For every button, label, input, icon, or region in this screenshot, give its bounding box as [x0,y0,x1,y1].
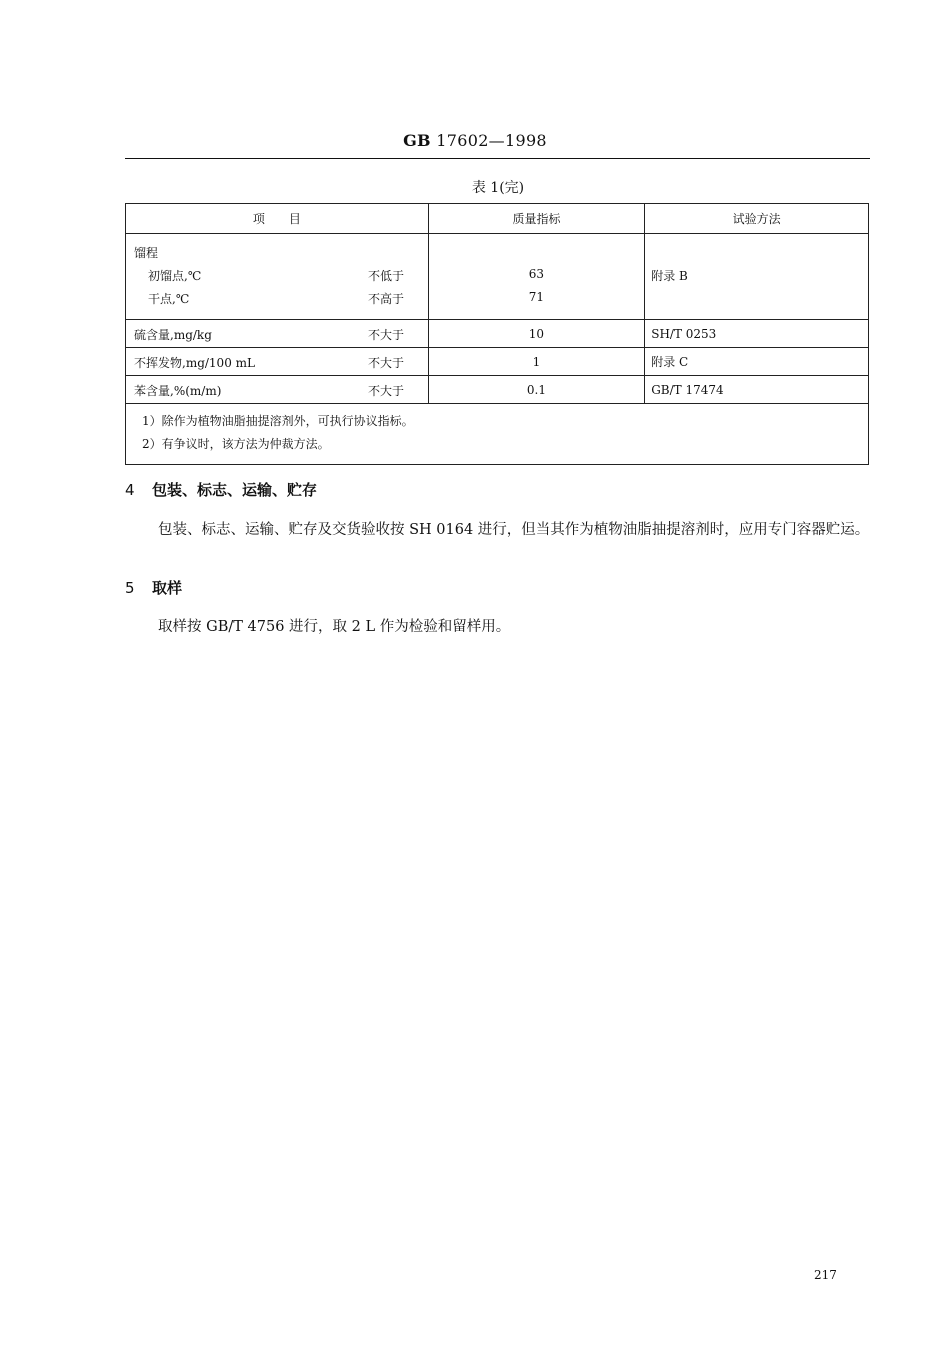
column-header-quality: 质量指标 [428,204,645,234]
benzene-name: 苯含量,%(m/m) [134,384,222,398]
sulfur-method: SH/T 0253 [645,320,869,348]
column-header-method: 试验方法 [645,204,869,234]
standard-code-number: 17602—1998 [436,131,547,150]
page-number: 217 [814,1268,837,1282]
sulfur-name: 硫含量,mg/kg [134,328,212,342]
table-note-2: 2）有争议时，该方法为仲裁方法。 [142,437,330,451]
nonvolatile-condition: 不大于 [368,356,405,370]
table-row-benzene [126,376,869,404]
table-row-sulfur [126,320,869,348]
nonvolatile-value: 1 [428,348,645,376]
benzene-condition: 不大于 [368,384,405,398]
spec-table [125,203,869,465]
fbp-name: 干点,℃ [148,292,190,306]
section-title-5: 取样 [152,579,183,597]
section-number-4: 4 [125,481,135,499]
sulfur-value: 10 [428,320,645,348]
ibp-method: 附录 B [651,269,688,283]
table-note-1: 1）除作为植物油脂抽提溶剂外，可执行协议指标。 [142,414,414,428]
standard-code-prefix: GB [403,131,431,150]
section-title-4: 包装、标志、运输、贮存 [152,481,318,499]
fbp-value: 71 [528,290,545,304]
table-row-distillation [126,234,869,320]
fbp-condition: 不高于 [368,292,405,306]
nonvolatile-method: 附录 C [645,348,869,376]
header-rule [125,158,870,159]
column-header-item: 项 目 [126,204,429,234]
table-header-row [126,204,869,234]
table-notes-row [126,404,869,465]
page-header [0,131,950,150]
ibp-condition: 不低于 [368,269,405,283]
benzene-method: GB/T 17474 [645,376,869,404]
table-row-nonvolatile [126,348,869,376]
sulfur-condition: 不大于 [368,328,405,342]
benzene-value: 0.1 [428,376,645,404]
section-heading-4 [125,479,317,500]
ibp-name: 初馏点,℃ [148,269,202,283]
nonvolatile-name: 不挥发物,mg/100 mL [134,356,255,370]
section-number-5: 5 [125,579,135,597]
table-caption: 表 1(完) [471,180,525,196]
section-4-paragraph: 包装、标志、运输、贮存及交货验收按 SH 0164 进行，但当其作为植物油脂抽提溶剂时，应用专门容器贮运。 [158,522,870,538]
section-5-paragraph: 取样按 GB/T 4756 进行，取 2 L 作为检验和留样用。 [158,619,511,635]
ibp-value: 63 [528,267,545,281]
distillation-label: 馏程 [134,246,159,260]
section-heading-5 [125,577,182,598]
